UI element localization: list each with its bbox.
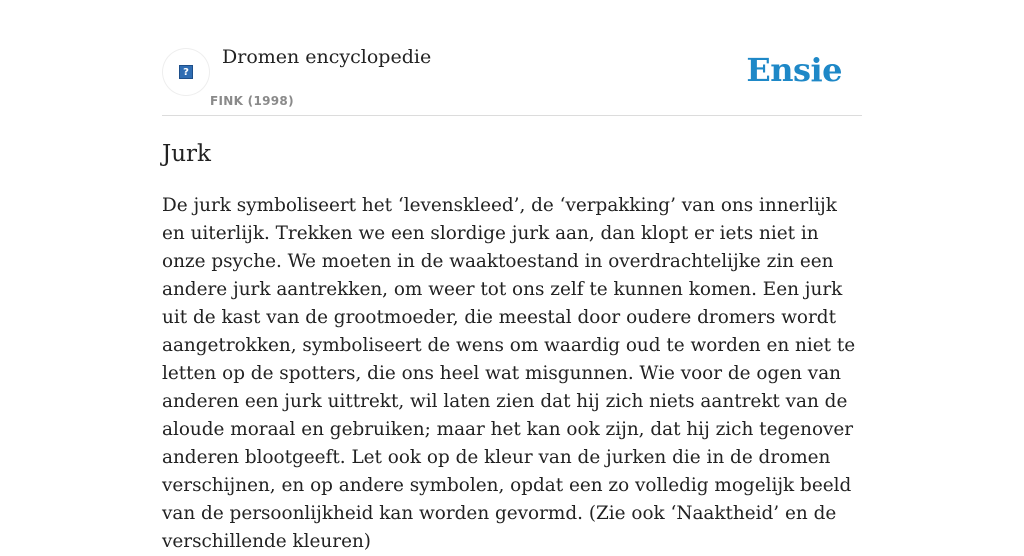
book-title[interactable]: Dromen encyclopedie <box>222 46 432 68</box>
ensie-logo[interactable]: Ensie <box>746 51 842 89</box>
book-thumbnail[interactable] <box>162 48 210 96</box>
source-header <box>162 40 862 116</box>
entry-body: De jurk symboliseert het ‘levenskleed’, de ‘verpakking’ van ons innerlijk en uiterlijk. Trekken we een slordige jurk aan, dan klopt er iets niet in onze psyche. We moeten in de waaktoestand in overdrachtelijke zin een andere jurk aantrekken, om weer tot ons zelf te kunnen komen. Een jurk uit de kast van de grootmoeder, die meestal door oudere dromers wordt aangetrokken, symboliseert de wens om waardig oud te worden en niet te letten op de spotters, die ons heel wat misgunnen. Wie voor de ogen van anderen een jurk uittrekt, wil laten zien dat hij zich niets aantrekt van de aloude moraal en gebruiken; maar het kan ook zijn, dat hij zich tegenover anderen blootgeeft. Let ook op de kleur van de jurken die in de dromen verschijnen, en op andere symbolen, opdat een zo volledig mogelijk beeld van de persoonlijkheid kan worden gevormd. (Zie ook ‘Naaktheid’ en de verschillende kleuren) <box>162 195 856 552</box>
question-book-icon: ? <box>179 65 193 79</box>
entry-title: Jurk <box>162 141 211 167</box>
book-meta: FINK (1998) <box>210 94 294 108</box>
